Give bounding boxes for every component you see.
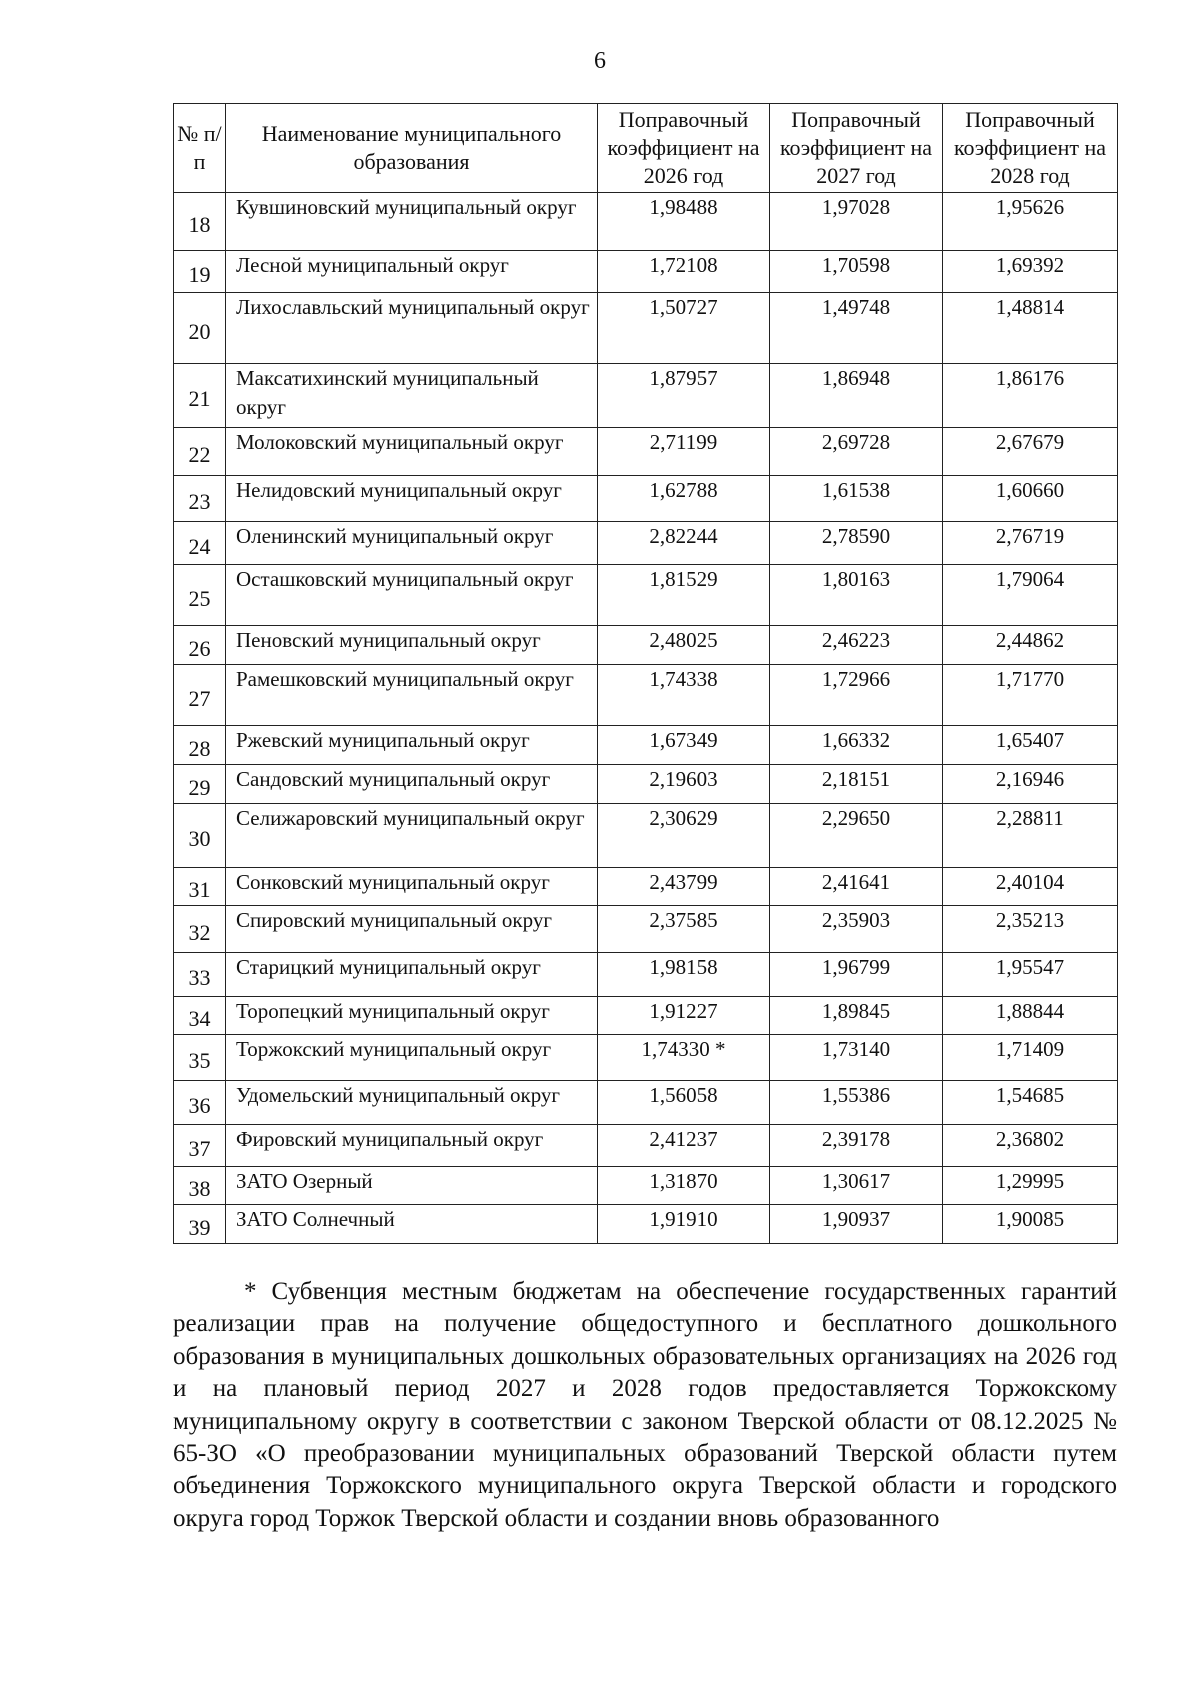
row-number: 21 [174,364,226,428]
row-value-2026: 2,30629 [598,804,770,868]
row-name: Пеновский муниципальный округ [226,626,598,665]
header-2027: Поправочный коэффициент на 2027 год [770,104,943,193]
row-number: 26 [174,626,226,665]
table-row [174,251,1118,293]
row-name: Сонковский муниципальный округ [226,868,598,906]
row-number: 35 [174,1035,226,1081]
table-row [174,565,1118,626]
row-value-2026: 2,48025 [598,626,770,665]
table-header-row [174,104,1118,193]
table-row [174,726,1118,765]
row-value-2027: 1,49748 [770,293,943,364]
row-name: Фировский муниципальный округ [226,1125,598,1167]
table-row [174,293,1118,364]
row-value-2028: 2,35213 [943,906,1118,953]
table-row [174,1205,1118,1244]
row-value-2028: 2,40104 [943,868,1118,906]
row-value-2028: 1,88844 [943,997,1118,1035]
row-name: Удомельский муниципальный округ [226,1081,598,1125]
row-value-2027: 2,35903 [770,906,943,953]
table-row [174,364,1118,428]
row-value-2026: 1,87957 [598,364,770,428]
row-value-2026: 1,56058 [598,1081,770,1125]
table-row [174,868,1118,906]
row-value-2027: 1,90937 [770,1205,943,1244]
row-value-2026: 2,41237 [598,1125,770,1167]
row-value-2026: 2,43799 [598,868,770,906]
table-row [174,193,1118,251]
row-name: ЗАТО Озерный [226,1167,598,1205]
header-name: Наименование муниципального образования [226,104,598,193]
row-number: 28 [174,726,226,765]
row-value-2026: 2,37585 [598,906,770,953]
row-number: 34 [174,997,226,1035]
table-row [174,804,1118,868]
row-value-2028: 1,86176 [943,364,1118,428]
row-value-2027: 1,73140 [770,1035,943,1081]
row-value-2027: 2,46223 [770,626,943,665]
table-row [174,476,1118,522]
row-value-2027: 2,41641 [770,868,943,906]
header-number: № п/п [174,104,226,193]
row-name: Рамешковский муниципальный округ [226,665,598,726]
row-value-2028: 1,29995 [943,1167,1118,1205]
row-value-2027: 1,70598 [770,251,943,293]
row-value-2028: 2,44862 [943,626,1118,665]
row-value-2026: 1,74338 [598,665,770,726]
row-name: Лихославльский муниципальный округ [226,293,598,364]
table-row [174,665,1118,726]
row-number: 31 [174,868,226,906]
row-number: 29 [174,765,226,804]
table-row [174,765,1118,804]
row-value-2027: 1,80163 [770,565,943,626]
row-number: 18 [174,193,226,251]
coefficients-table [173,103,1118,1244]
table-row [174,1035,1118,1081]
row-value-2028: 2,28811 [943,804,1118,868]
row-value-2026: 2,19603 [598,765,770,804]
row-value-2026: 1,91227 [598,997,770,1035]
row-number: 32 [174,906,226,953]
row-value-2026: 2,82244 [598,522,770,565]
row-number: 23 [174,476,226,522]
table-row [174,953,1118,997]
row-value-2026: 1,98158 [598,953,770,997]
row-value-2027: 1,86948 [770,364,943,428]
row-value-2026: 1,67349 [598,726,770,765]
row-value-2028: 1,95547 [943,953,1118,997]
row-name: Сандовский муниципальный округ [226,765,598,804]
row-number: 33 [174,953,226,997]
row-name: Лесной муниципальный округ [226,251,598,293]
row-name: Старицкий муниципальный округ [226,953,598,997]
row-value-2027: 2,69728 [770,428,943,476]
row-value-2027: 1,72966 [770,665,943,726]
row-value-2027: 2,29650 [770,804,943,868]
row-number: 39 [174,1205,226,1244]
table-row [174,626,1118,665]
table-row [174,997,1118,1035]
row-value-2027: 2,39178 [770,1125,943,1167]
row-value-2028: 1,65407 [943,726,1118,765]
row-number: 38 [174,1167,226,1205]
row-value-2028: 1,71770 [943,665,1118,726]
row-value-2028: 2,16946 [943,765,1118,804]
row-name: ЗАТО Солнечный [226,1205,598,1244]
row-value-2028: 1,60660 [943,476,1118,522]
row-value-2027: 1,97028 [770,193,943,251]
row-value-2028: 1,48814 [943,293,1118,364]
row-value-2026: 1,98488 [598,193,770,251]
row-name: Оленинский муниципальный округ [226,522,598,565]
row-name: Нелидовский муниципальный округ [226,476,598,522]
row-value-2028: 2,67679 [943,428,1118,476]
table-row [174,522,1118,565]
row-name: Осташковский муниципальный округ [226,565,598,626]
row-name: Спировский муниципальный округ [226,906,598,953]
row-value-2026: 1,81529 [598,565,770,626]
row-value-2027: 1,96799 [770,953,943,997]
row-value-2027: 1,55386 [770,1081,943,1125]
row-name: Молоковский муниципальный округ [226,428,598,476]
row-number: 20 [174,293,226,364]
row-number: 37 [174,1125,226,1167]
row-value-2026: 1,50727 [598,293,770,364]
table-row [174,906,1118,953]
row-value-2026: 2,71199 [598,428,770,476]
row-value-2028: 1,69392 [943,251,1118,293]
footnote-text: * Субвенция местным бюджетам на обеспечение государственных гарантий реализации прав на получение общедоступного и бесплатного дошкольного образования в муниципальных дошкольных образовательных организациях на 2026 год и на плановый период 2027 и 2028 годов предоставляется Торжокскому муниципальному округу в соответствии с законом Тверской области от 08.12.2025 № 65-ЗО «О преобразовании муниципальных образований Тверской области путем объединения Торжокского муниципального округа Тверской области и городского округа город Торжок Тверской области и создании вновь образованного [173,1278,1117,1532]
row-name: Селижаровский муниципальный округ [226,804,598,868]
row-value-2028: 2,76719 [943,522,1118,565]
header-2028: Поправочный коэффициент на 2028 год [943,104,1118,193]
header-2026: Поправочный коэффициент на 2026 год [598,104,770,193]
row-value-2026: 1,72108 [598,251,770,293]
row-value-2027: 2,78590 [770,522,943,565]
row-name: Торопецкий муниципальный округ [226,997,598,1035]
row-value-2026: 1,91910 [598,1205,770,1244]
row-number: 19 [174,251,226,293]
row-number: 30 [174,804,226,868]
row-value-2027: 2,18151 [770,765,943,804]
row-value-2026: 1,74330 * [598,1035,770,1081]
row-name: Максатихинский муниципальный округ [226,364,598,428]
row-value-2027: 1,66332 [770,726,943,765]
row-number: 24 [174,522,226,565]
row-number: 22 [174,428,226,476]
table-row [174,1167,1118,1205]
row-value-2026: 1,31870 [598,1167,770,1205]
row-number: 27 [174,665,226,726]
table-row [174,428,1118,476]
row-value-2028: 1,79064 [943,565,1118,626]
row-value-2026: 1,62788 [598,476,770,522]
row-number: 25 [174,565,226,626]
row-value-2028: 1,90085 [943,1205,1118,1244]
row-name: Кувшиновский муниципальный округ [226,193,598,251]
row-name: Торжокский муниципальный округ [226,1035,598,1081]
row-value-2027: 1,30617 [770,1167,943,1205]
table-row [174,1125,1118,1167]
row-name: Ржевский муниципальный округ [226,726,598,765]
table-row [174,1081,1118,1125]
row-number: 36 [174,1081,226,1125]
page-number: 6 [594,48,606,74]
row-value-2027: 1,89845 [770,997,943,1035]
row-value-2028: 1,71409 [943,1035,1118,1081]
row-value-2028: 2,36802 [943,1125,1118,1167]
row-value-2028: 1,95626 [943,193,1118,251]
row-value-2028: 1,54685 [943,1081,1118,1125]
row-value-2027: 1,61538 [770,476,943,522]
